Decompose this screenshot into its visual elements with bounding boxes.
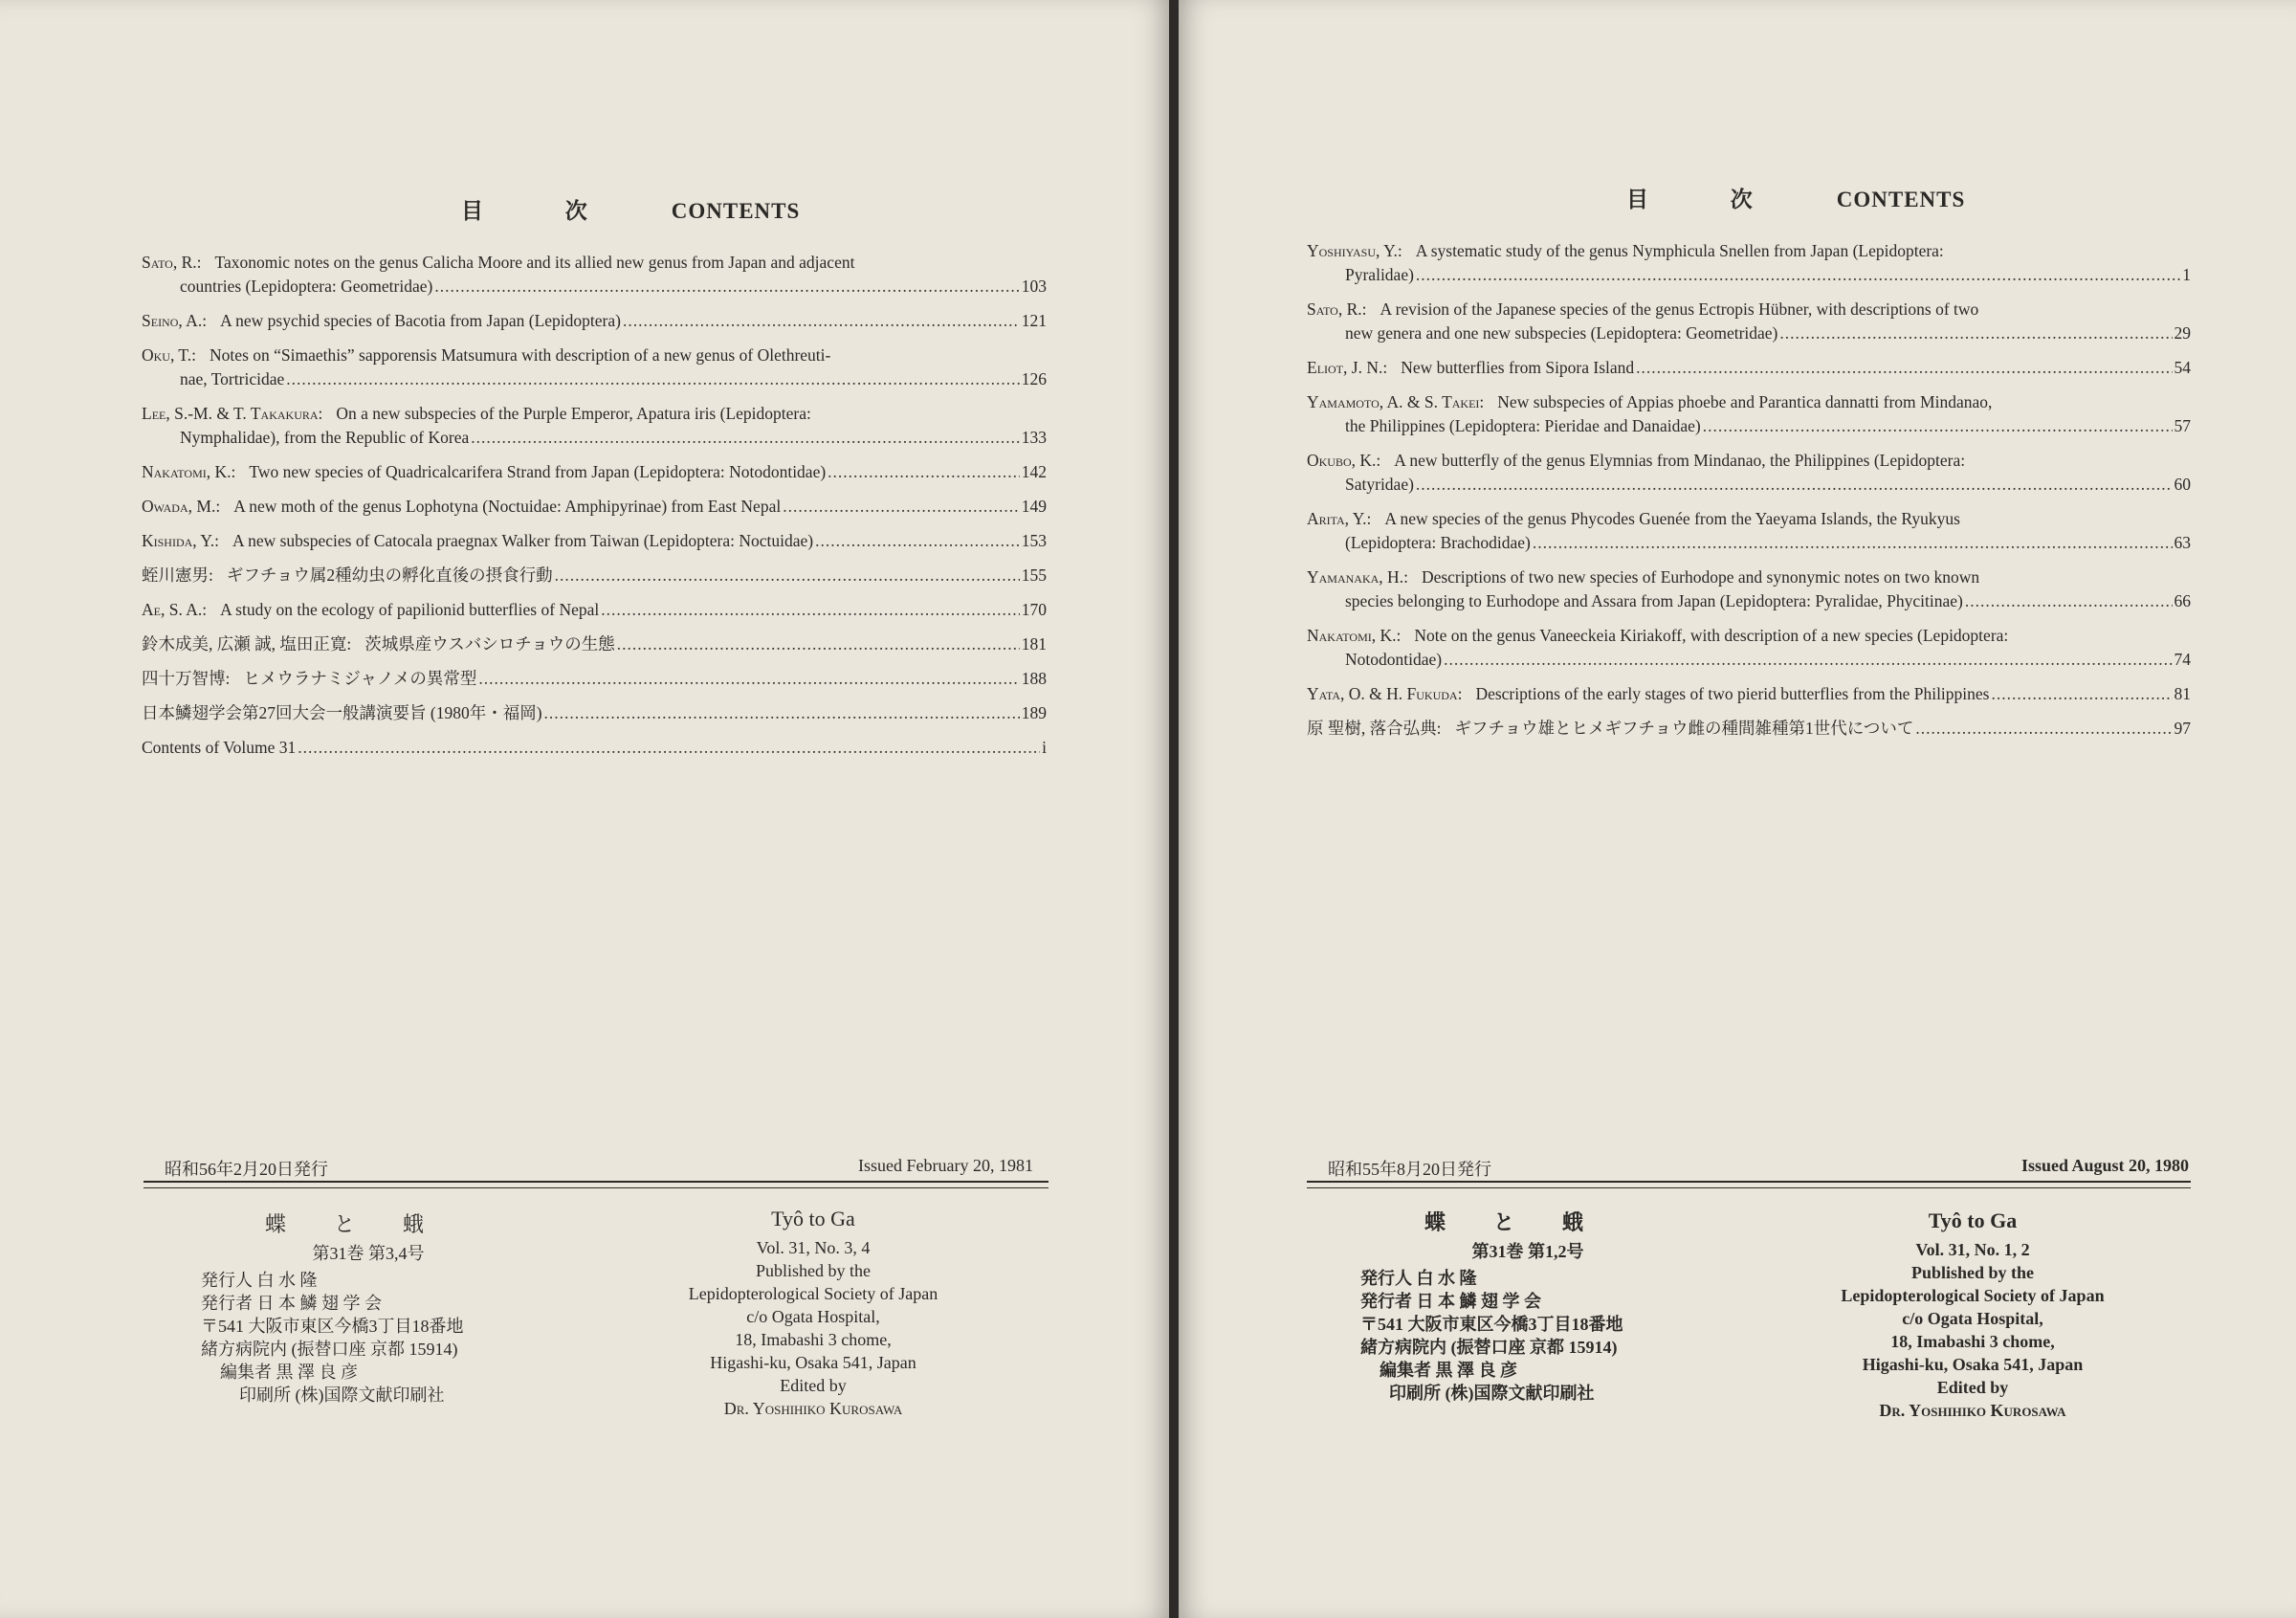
toc-entry-title: Notes on “Simaethis” sapporensis Matsumura with description of a new genus of Olethreuti- <box>210 345 831 365</box>
toc-entry-line <box>1307 507 2191 531</box>
toc-entry-author: Yamamoto, A. & S. Takei: <box>1307 392 1485 411</box>
toc-leader-dots <box>1965 589 2173 613</box>
colophon-en-edited-by: Edited by <box>1936 1378 2009 1397</box>
colophon-en-society: Lepidopterological Society of Japan <box>1841 1286 2105 1305</box>
colophon-jp-editor: 編集者 黒 澤 良 彦 <box>220 1363 358 1382</box>
colophon-en <box>1810 1209 2135 1422</box>
toc-entry-title: countries (Lepidoptera: Geometridae) <box>180 277 433 296</box>
toc-entry <box>1307 565 2191 613</box>
colophon-jp <box>201 1213 536 1407</box>
issued-date-jp: 昭和55年8月20日発行 <box>1328 1160 1491 1179</box>
toc-entry <box>142 667 1047 691</box>
toc-entry-page: 1 <box>2182 265 2191 284</box>
toc-leader-dots <box>1416 473 2173 497</box>
colophon-en-title: Tyô to Ga <box>771 1207 855 1230</box>
toc-entry <box>142 460 1047 484</box>
book-spine <box>1169 0 1179 1618</box>
contents-heading <box>461 193 800 225</box>
toc-entry-line <box>142 701 1047 725</box>
toc-entry-author: Yamanaka, H.: <box>1307 567 1408 587</box>
toc-entry-author: Nakatomi, K.: <box>142 462 236 481</box>
toc-entry <box>1307 682 2191 706</box>
toc-entry-title: A systematic study of the genus Nymphicula Snellen from Japan (Lepidoptera: <box>1415 241 1944 260</box>
toc-entry-title: Descriptions of two new species of Eurhodope and synonymic notes on two known <box>1421 567 1980 587</box>
toc-entry-title: (Lepidoptera: Brachodidae) <box>1345 533 1531 552</box>
toc-entry-page: 66 <box>2174 591 2191 610</box>
toc-entry <box>1307 449 2191 497</box>
toc-entry-author: Sato, R.: <box>142 253 202 272</box>
toc-entry-page: 97 <box>2174 719 2191 738</box>
colophon-jp-printer: 印刷所 (株)国際文献印刷社 <box>239 1385 445 1405</box>
toc-entry-line <box>142 598 1047 622</box>
toc-entry-page: 153 <box>1021 531 1047 550</box>
toc-leader-dots <box>1636 356 2172 380</box>
toc-entry-line <box>1307 589 2191 613</box>
toc-entry-title: new genera and one new subspecies (Lepidoptera: Geometridae) <box>1345 323 1778 343</box>
toc-entry-page: 170 <box>1021 600 1047 619</box>
colophon-jp-address1: 〒541 大阪市東区今橋3丁目18番地 <box>201 1317 464 1336</box>
toc-entry-line <box>1307 449 2191 473</box>
toc-entry-author: Okubo, K.: <box>1307 451 1381 470</box>
toc-entry <box>142 402 1047 450</box>
toc-entry-title: A new psychid species of Bacotia from Japan (Lepidoptera) <box>220 311 621 330</box>
toc-entry-title: ギフチョウ属2種幼虫の孵化直後の摂食行動 <box>226 565 553 585</box>
toc-entry-page: i <box>1042 738 1047 757</box>
toc-entry <box>142 632 1047 656</box>
toc-entry-page: 60 <box>2174 475 2191 494</box>
toc-list <box>1307 239 2191 751</box>
toc-entry-line <box>1307 473 2191 497</box>
issued-date-en: Issued August 20, 1980 <box>2020 1156 2189 1175</box>
contents-heading <box>1626 182 1965 213</box>
toc-leader-dots <box>555 564 1020 587</box>
toc-leader-dots <box>783 495 1020 519</box>
toc-entry <box>1307 239 2191 287</box>
toc-entry-title: ギフチョウ雄とヒメギフチョウ雌の種間雑種第1世代について <box>1454 719 1914 738</box>
toc-entry-title: Nymphalidae), from the Republic of Korea <box>180 428 470 447</box>
toc-list <box>142 251 1047 770</box>
colophon-en-care-of: c/o Ogata Hospital, <box>746 1307 880 1326</box>
toc-entry <box>1307 356 2191 380</box>
toc-entry-title: Satyridae) <box>1345 475 1414 494</box>
toc-entry <box>142 736 1047 760</box>
toc-entry-page: 103 <box>1021 277 1047 296</box>
toc-entry-author: Arita, Y.: <box>1307 509 1372 528</box>
toc-leader-dots <box>1444 648 2172 672</box>
toc-entry-author: 鈴木成美, 広瀬 誠, 塩田正寛: <box>142 634 352 654</box>
colophon-en-editor: Dr. Yoshihiko Kurosawa <box>723 1399 903 1418</box>
colophon-jp-editor: 編集者 黒 澤 良 彦 <box>1380 1361 1517 1380</box>
toc-entry-title: 日本鱗翅学会第27回大会一般講演要旨 (1980年・福岡) <box>142 703 542 722</box>
toc-entry-title: A new butterfly of the genus Elymnias from Mindanao, the Philippines (Lepidoptera: <box>1394 451 1966 470</box>
toc-entry-line <box>142 632 1047 656</box>
toc-entry-line <box>142 529 1047 553</box>
toc-entry-page: 121 <box>1021 311 1047 330</box>
toc-entry-line <box>1307 263 2191 287</box>
toc-entry <box>142 701 1047 725</box>
toc-leader-dots <box>601 598 1020 622</box>
toc-entry-title: A new subspecies of Catocala praegnax Walker from Taiwan (Lepidoptera: Noctuidae) <box>232 531 814 550</box>
toc-entry-author: 原 聖樹, 落合弘典: <box>1307 719 1442 738</box>
toc-entry-line <box>142 402 1047 426</box>
toc-entry-line <box>142 309 1047 333</box>
toc-entry-line <box>1307 624 2191 648</box>
colophon-jp-volume: 第31巻 第1,2号 <box>1471 1242 1584 1261</box>
toc-entry-line <box>142 564 1047 587</box>
colophon-en-address2: Higashi-ku, Osaka 541, Japan <box>710 1353 916 1372</box>
toc-leader-dots <box>298 736 1040 760</box>
toc-leader-dots <box>617 632 1020 656</box>
colophon-jp-publisher-org: 発行者 日 本 鱗 翅 学 会 <box>201 1294 382 1313</box>
colophon-jp-address1: 〒541 大阪市東区今橋3丁目18番地 <box>1360 1315 1623 1334</box>
toc-leader-dots <box>828 460 1020 484</box>
colophon-en-address2: Higashi-ku, Osaka 541, Japan <box>1862 1355 2084 1374</box>
toc-entry-title: A revision of the Japanese species of the genus Ectropis Hübner, with descriptions of two <box>1380 299 1979 319</box>
toc-entry-line <box>1307 298 2191 321</box>
toc-entry-author: Yoshiyasu, Y.: <box>1307 241 1402 260</box>
colophon-jp-publisher-person: 発行人 白 水 隆 <box>201 1271 318 1290</box>
toc-entry-title: Taxonomic notes on the genus Calicha Moore and its allied new genus from Japan and adjacent <box>214 253 855 272</box>
toc-entry-page: 29 <box>2174 323 2191 343</box>
toc-entry-title: Notodontidae) <box>1345 650 1443 669</box>
colophon-jp-title: 蝶と蛾 <box>264 1212 472 1236</box>
divider-rule <box>144 1181 1049 1188</box>
toc-entry <box>142 309 1047 333</box>
colophon-jp <box>1360 1211 1695 1405</box>
toc-entry-line <box>1307 565 2191 589</box>
toc-entry-author: Sato, R.: <box>1307 299 1367 319</box>
toc-entry <box>142 495 1047 519</box>
toc-entry-author: Yata, O. & H. Fukuda: <box>1307 684 1463 703</box>
toc-entry-author: Seino, A.: <box>142 311 208 330</box>
colophon-jp-address2: 緒方病院内 (振替口座 京都 15914) <box>201 1340 458 1359</box>
toc-entry-page: 54 <box>2174 358 2191 377</box>
toc-entry-page: 188 <box>1021 669 1047 688</box>
right-page <box>1179 0 2296 1618</box>
toc-entry-line <box>142 344 1047 367</box>
issued-row <box>165 1156 1033 1181</box>
toc-entry-page: 81 <box>2174 684 2191 703</box>
contents-heading-jp: 目 次 <box>461 199 626 223</box>
colophon-jp-title: 蝶と蛾 <box>1424 1210 1631 1234</box>
toc-entry-author: 蛭川憲男: <box>142 565 213 585</box>
issued-date-jp: 昭和56年2月20日発行 <box>165 1160 328 1179</box>
toc-entry <box>1307 298 2191 345</box>
colophon-en <box>651 1208 976 1420</box>
toc-leader-dots <box>815 529 1020 553</box>
toc-leader-dots <box>544 701 1020 725</box>
toc-entry-page: 74 <box>2174 650 2191 669</box>
toc-entry-title: A new species of the genus Phycodes Guenée from the Yaeyama Islands, the Ryukyus <box>1384 509 1960 528</box>
toc-entry-title: Contents of Volume 31 <box>142 738 297 757</box>
contents-heading-jp: 目 次 <box>1626 188 1791 211</box>
toc-entry-page: 63 <box>2174 533 2191 552</box>
toc-entry <box>142 251 1047 299</box>
toc-entry-author: Eliot, J. N.: <box>1307 358 1388 377</box>
toc-entry-line <box>1307 321 2191 345</box>
toc-entry-page: 126 <box>1021 369 1047 388</box>
toc-entry-line <box>142 495 1047 519</box>
toc-leader-dots <box>434 275 1019 299</box>
toc-entry-line <box>142 460 1047 484</box>
toc-entry-line <box>1307 414 2191 438</box>
toc-entry-line <box>1307 648 2191 672</box>
colophon-en-title: Tyô to Ga <box>1928 1208 2018 1232</box>
toc-entry-line <box>142 667 1047 691</box>
toc-leader-dots <box>1991 682 2172 706</box>
toc-entry-title: Two new species of Quadricalcarifera Strand from Japan (Lepidoptera: Notodontidae) <box>249 462 827 481</box>
toc-entry-page: 142 <box>1021 462 1047 481</box>
toc-entry-title: A new moth of the genus Lophotyna (Noctuidae: Amphipyrinae) from East Nepal <box>233 497 782 516</box>
toc-entry-line <box>1307 390 2191 414</box>
toc-entry-author: Kishida, Y.: <box>142 531 220 550</box>
toc-entry-title: A study on the ecology of papilionid butterflies of Nepal <box>220 600 600 619</box>
toc-entry-line <box>1307 682 2191 706</box>
toc-leader-dots <box>1533 531 2173 555</box>
toc-entry-line <box>142 275 1047 299</box>
toc-entry-title: nae, Tortricidae <box>180 369 285 388</box>
toc-entry <box>142 598 1047 622</box>
toc-leader-dots <box>1779 321 2172 345</box>
toc-leader-dots <box>478 667 1019 691</box>
toc-entry <box>142 564 1047 587</box>
toc-entry-title: New butterflies from Sipora Island <box>1401 358 1635 377</box>
colophon-jp-publisher-org: 発行者 日 本 鱗 翅 学 会 <box>1360 1292 1541 1311</box>
toc-entry-page: 149 <box>1021 497 1047 516</box>
toc-entry-title: species belonging to Eurhodope and Assara from Japan (Lepidoptera: Pyralidae, Phycitinae) <box>1345 591 1963 610</box>
toc-entry-line <box>142 367 1047 391</box>
toc-entry-page: 181 <box>1021 634 1047 654</box>
toc-entry-author: 四十万智博: <box>142 669 231 688</box>
toc-entry-author: Oku, T.: <box>142 345 197 365</box>
colophon-jp-volume: 第31巻 第3,4号 <box>312 1244 425 1263</box>
toc-leader-dots <box>286 367 1020 391</box>
toc-entry <box>142 529 1047 553</box>
toc-entry-line <box>1307 356 2191 380</box>
colophon-en-volume: Vol. 31, No. 1, 2 <box>1915 1240 2030 1259</box>
toc-entry-line <box>142 251 1047 275</box>
colophon-en-society: Lepidopterological Society of Japan <box>688 1284 938 1303</box>
colophon-jp-publisher-person: 発行人 白 水 隆 <box>1360 1269 1477 1288</box>
toc-entry-author: Lee, S.-M. & T. Takakura: <box>142 404 323 423</box>
toc-entry-title: On a new subspecies of the Purple Emperor, Apatura iris (Lepidoptera: <box>336 404 811 423</box>
toc-entry-author: Ae, S. A.: <box>142 600 208 619</box>
contents-heading-en: CONTENTS <box>1836 188 1966 211</box>
toc-entry <box>1307 390 2191 438</box>
colophon-en-care-of: c/o Ogata Hospital, <box>1902 1309 2043 1328</box>
toc-leader-dots <box>471 426 1019 450</box>
colophon-en-published-by: Published by the <box>756 1261 871 1280</box>
toc-leader-dots <box>1416 263 2180 287</box>
toc-entry-title: ヒメウラナミジャノメの異常型 <box>243 669 477 688</box>
toc-entry <box>1307 624 2191 672</box>
issued-row <box>1328 1156 2189 1181</box>
colophon-jp-printer: 印刷所 (株)国際文献印刷社 <box>1389 1384 1595 1403</box>
toc-entry-title: New subspecies of Appias phoebe and Parantica dannatti from Mindanao, <box>1497 392 1993 411</box>
issued-date-en: Issued February 20, 1981 <box>858 1156 1033 1175</box>
toc-entry-page: 189 <box>1021 703 1047 722</box>
colophon-en-address1: 18, Imabashi 3 chome, <box>1890 1332 2055 1351</box>
toc-leader-dots <box>1703 414 2173 438</box>
toc-entry-page: 133 <box>1021 428 1047 447</box>
toc-entry <box>142 344 1047 391</box>
toc-entry-title: 茨城県産ウスバシロチョウの生態 <box>364 634 615 654</box>
toc-entry-author: Owada, M.: <box>142 497 221 516</box>
divider-rule <box>1307 1181 2191 1188</box>
colophon-jp-address2: 緒方病院内 (振替口座 京都 15914) <box>1360 1338 1618 1357</box>
toc-leader-dots <box>1915 717 2172 741</box>
toc-entry-title: Pyralidae) <box>1345 265 1414 284</box>
colophon-en-published-by: Published by the <box>1910 1263 2035 1282</box>
toc-entry-line <box>142 426 1047 450</box>
toc-leader-dots <box>623 309 1020 333</box>
toc-entry-page: 57 <box>2174 416 2191 435</box>
toc-entry-line <box>1307 531 2191 555</box>
toc-entry-title: Note on the genus Vaneeckeia Kiriakoff, with description of a new species (Lepidoptera: <box>1414 626 2009 645</box>
toc-entry-line <box>1307 717 2191 741</box>
colophon-en-edited-by: Edited by <box>780 1376 847 1395</box>
toc-entry <box>1307 717 2191 741</box>
toc-entry-title: the Philippines (Lepidoptera: Pieridae and Danaidae) <box>1345 416 1701 435</box>
toc-entry-title: Descriptions of the early stages of two pierid butterflies from the Philippines <box>1475 684 1990 703</box>
toc-entry-line <box>142 736 1047 760</box>
toc-entry-author: Nakatomi, K.: <box>1307 626 1402 645</box>
colophon-en-volume: Vol. 31, No. 3, 4 <box>756 1238 871 1257</box>
toc-entry-page: 155 <box>1021 565 1047 585</box>
toc-entry-line <box>1307 239 2191 263</box>
contents-heading-en: CONTENTS <box>671 199 801 223</box>
colophon-en-editor: Dr. Yoshihiko Kurosawa <box>1879 1401 2066 1420</box>
colophon-en-address1: 18, Imabashi 3 chome, <box>735 1330 892 1349</box>
toc-entry <box>1307 507 2191 555</box>
